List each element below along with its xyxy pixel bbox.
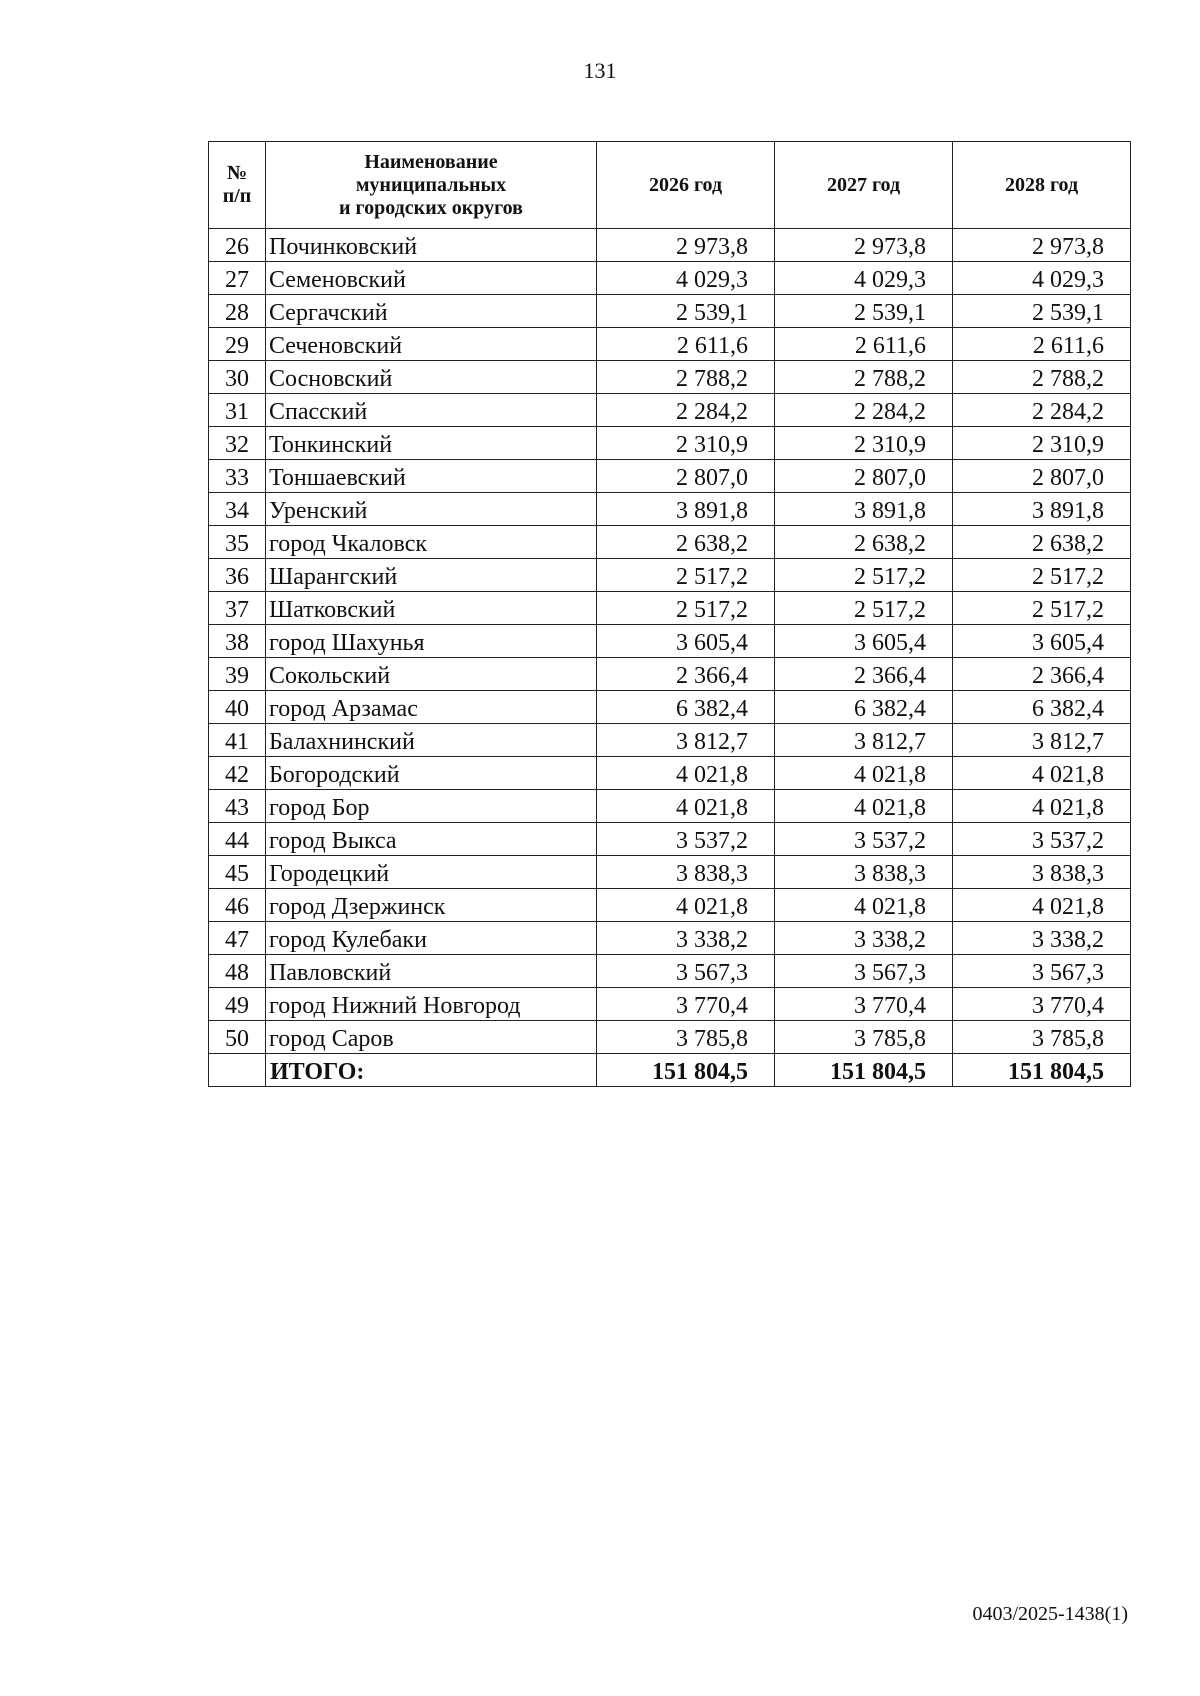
document-code: 0403/2025-1438(1) bbox=[972, 1603, 1128, 1625]
row-name-cell: город Арзамас bbox=[266, 691, 597, 724]
row-name-cell: Сосновский bbox=[266, 361, 597, 394]
row-value-2028-cell: 3 891,8 bbox=[953, 493, 1131, 526]
row-value-2027-cell: 4 021,8 bbox=[775, 757, 953, 790]
row-name-cell: город Шахунья bbox=[266, 625, 597, 658]
row-value-2026-cell: 2 366,4 bbox=[597, 658, 775, 691]
total-label-cell: ИТОГО: bbox=[266, 1054, 597, 1087]
table-header-row bbox=[209, 142, 1131, 229]
row-number-cell: 46 bbox=[209, 889, 266, 922]
table-row bbox=[209, 361, 1131, 394]
row-value-2028-cell: 4 029,3 bbox=[953, 262, 1131, 295]
row-value-2026-cell: 2 310,9 bbox=[597, 427, 775, 460]
row-value-2027-cell: 2 284,2 bbox=[775, 394, 953, 427]
row-name-cell: Тонкинский bbox=[266, 427, 597, 460]
row-value-2028-cell: 2 310,9 bbox=[953, 427, 1131, 460]
row-value-2027-cell: 3 838,3 bbox=[775, 856, 953, 889]
table-row bbox=[209, 856, 1131, 889]
row-value-2026-cell: 4 021,8 bbox=[597, 889, 775, 922]
header-name-line2: муниципальных bbox=[355, 173, 507, 196]
header-name bbox=[266, 142, 597, 229]
row-value-2028-cell: 3 605,4 bbox=[953, 625, 1131, 658]
table-row bbox=[209, 394, 1131, 427]
row-name-cell: город Нижний Новгород bbox=[266, 988, 597, 1021]
table-row bbox=[209, 229, 1131, 262]
row-value-2028-cell: 2 517,2 bbox=[953, 559, 1131, 592]
header-num-line2: п/п bbox=[222, 185, 252, 207]
table-row bbox=[209, 691, 1131, 724]
row-value-2027-cell: 3 785,8 bbox=[775, 1021, 953, 1054]
row-name-cell: город Кулебаки bbox=[266, 922, 597, 955]
row-value-2026-cell: 3 785,8 bbox=[597, 1021, 775, 1054]
row-value-2028-cell: 3 838,3 bbox=[953, 856, 1131, 889]
row-value-2028-cell: 2 366,4 bbox=[953, 658, 1131, 691]
table-row bbox=[209, 823, 1131, 856]
page-number: 131 bbox=[583, 58, 617, 83]
row-number-cell: 37 bbox=[209, 592, 266, 625]
row-name-cell: Шарангский bbox=[266, 559, 597, 592]
row-name-cell: город Дзержинск bbox=[266, 889, 597, 922]
row-value-2027-cell: 6 382,4 bbox=[775, 691, 953, 724]
row-value-2026-cell: 2 638,2 bbox=[597, 526, 775, 559]
row-value-2027-cell: 2 310,9 bbox=[775, 427, 953, 460]
table-row bbox=[209, 955, 1131, 988]
row-value-2026-cell: 3 838,3 bbox=[597, 856, 775, 889]
total-2026-cell: 151 804,5 bbox=[597, 1054, 775, 1087]
row-value-2028-cell: 2 517,2 bbox=[953, 592, 1131, 625]
header-num-line1: № bbox=[226, 162, 248, 184]
row-value-2027-cell: 4 021,8 bbox=[775, 790, 953, 823]
row-value-2027-cell: 3 537,2 bbox=[775, 823, 953, 856]
row-value-2028-cell: 3 537,2 bbox=[953, 823, 1131, 856]
row-value-2028-cell: 2 973,8 bbox=[953, 229, 1131, 262]
row-value-2026-cell: 4 029,3 bbox=[597, 262, 775, 295]
row-value-2028-cell: 4 021,8 bbox=[953, 889, 1131, 922]
table-row bbox=[209, 889, 1131, 922]
row-value-2027-cell: 3 812,7 bbox=[775, 724, 953, 757]
row-value-2027-cell: 2 539,1 bbox=[775, 295, 953, 328]
header-name-line1: Наименование bbox=[364, 150, 498, 173]
row-value-2028-cell: 2 807,0 bbox=[953, 460, 1131, 493]
table-row bbox=[209, 724, 1131, 757]
row-name-cell: Богородский bbox=[266, 757, 597, 790]
table-row bbox=[209, 295, 1131, 328]
table-row bbox=[209, 625, 1131, 658]
row-number-cell: 26 bbox=[209, 229, 266, 262]
table-row bbox=[209, 526, 1131, 559]
row-name-cell: Уренский bbox=[266, 493, 597, 526]
row-value-2028-cell: 6 382,4 bbox=[953, 691, 1131, 724]
row-name-cell: Спасский bbox=[266, 394, 597, 427]
row-value-2027-cell: 2 517,2 bbox=[775, 592, 953, 625]
row-value-2028-cell: 3 567,3 bbox=[953, 955, 1131, 988]
row-value-2026-cell: 3 537,2 bbox=[597, 823, 775, 856]
row-name-cell: город Чкаловск bbox=[266, 526, 597, 559]
row-value-2027-cell: 2 611,6 bbox=[775, 328, 953, 361]
header-num bbox=[209, 142, 266, 229]
row-number-cell: 43 bbox=[209, 790, 266, 823]
row-value-2026-cell: 3 605,4 bbox=[597, 625, 775, 658]
header-year-2027: 2027 год bbox=[775, 142, 953, 229]
row-number-cell: 27 bbox=[209, 262, 266, 295]
row-number-cell: 50 bbox=[209, 1021, 266, 1054]
row-value-2026-cell: 2 517,2 bbox=[597, 592, 775, 625]
row-value-2027-cell: 2 517,2 bbox=[775, 559, 953, 592]
row-name-cell: город Саров bbox=[266, 1021, 597, 1054]
row-name-cell: Балахнинский bbox=[266, 724, 597, 757]
row-value-2027-cell: 3 338,2 bbox=[775, 922, 953, 955]
row-value-2026-cell: 2 517,2 bbox=[597, 559, 775, 592]
table-body bbox=[209, 229, 1131, 1087]
row-value-2028-cell: 4 021,8 bbox=[953, 790, 1131, 823]
row-number-cell: 32 bbox=[209, 427, 266, 460]
table-row bbox=[209, 922, 1131, 955]
row-value-2026-cell: 2 788,2 bbox=[597, 361, 775, 394]
row-value-2028-cell: 2 788,2 bbox=[953, 361, 1131, 394]
table-row bbox=[209, 988, 1131, 1021]
row-value-2026-cell: 3 338,2 bbox=[597, 922, 775, 955]
row-name-cell: Сергачский bbox=[266, 295, 597, 328]
table-row bbox=[209, 1021, 1131, 1054]
row-number-cell: 49 bbox=[209, 988, 266, 1021]
table-row bbox=[209, 559, 1131, 592]
row-number-cell: 41 bbox=[209, 724, 266, 757]
row-value-2026-cell: 2 611,6 bbox=[597, 328, 775, 361]
row-value-2027-cell: 2 638,2 bbox=[775, 526, 953, 559]
row-value-2027-cell: 2 366,4 bbox=[775, 658, 953, 691]
row-name-cell: Тоншаевский bbox=[266, 460, 597, 493]
row-value-2028-cell: 3 812,7 bbox=[953, 724, 1131, 757]
table-row bbox=[209, 493, 1131, 526]
row-value-2028-cell: 3 338,2 bbox=[953, 922, 1131, 955]
row-value-2026-cell: 3 567,3 bbox=[597, 955, 775, 988]
row-value-2026-cell: 3 812,7 bbox=[597, 724, 775, 757]
row-name-cell: Починковский bbox=[266, 229, 597, 262]
row-name-cell: Павловский bbox=[266, 955, 597, 988]
row-number-cell: 28 bbox=[209, 295, 266, 328]
total-2028-cell: 151 804,5 bbox=[953, 1054, 1131, 1087]
table-row bbox=[209, 757, 1131, 790]
row-number-cell: 30 bbox=[209, 361, 266, 394]
row-value-2026-cell: 2 973,8 bbox=[597, 229, 775, 262]
row-value-2027-cell: 2 788,2 bbox=[775, 361, 953, 394]
row-number-cell: 47 bbox=[209, 922, 266, 955]
row-value-2027-cell: 3 770,4 bbox=[775, 988, 953, 1021]
row-number-cell: 35 bbox=[209, 526, 266, 559]
row-value-2028-cell: 3 770,4 bbox=[953, 988, 1131, 1021]
row-number-cell: 40 bbox=[209, 691, 266, 724]
row-value-2026-cell: 4 021,8 bbox=[597, 757, 775, 790]
row-value-2027-cell: 4 021,8 bbox=[775, 889, 953, 922]
row-value-2026-cell: 2 539,1 bbox=[597, 295, 775, 328]
header-name-line3: и городских округов bbox=[339, 196, 523, 219]
row-name-cell: Сеченовский bbox=[266, 328, 597, 361]
row-number-cell: 45 bbox=[209, 856, 266, 889]
row-number-cell: 36 bbox=[209, 559, 266, 592]
total-2027-cell: 151 804,5 bbox=[775, 1054, 953, 1087]
row-value-2026-cell: 2 284,2 bbox=[597, 394, 775, 427]
municipal-funding-table bbox=[208, 141, 1131, 1087]
row-name-cell: Шатковский bbox=[266, 592, 597, 625]
row-value-2028-cell: 3 785,8 bbox=[953, 1021, 1131, 1054]
row-value-2026-cell: 6 382,4 bbox=[597, 691, 775, 724]
row-value-2026-cell: 3 770,4 bbox=[597, 988, 775, 1021]
row-name-cell: город Выкса bbox=[266, 823, 597, 856]
table-row bbox=[209, 262, 1131, 295]
row-value-2028-cell: 2 611,6 bbox=[953, 328, 1131, 361]
row-value-2027-cell: 3 567,3 bbox=[775, 955, 953, 988]
row-number-cell: 31 bbox=[209, 394, 266, 427]
row-name-cell: Городецкий bbox=[266, 856, 597, 889]
row-value-2028-cell: 2 284,2 bbox=[953, 394, 1131, 427]
row-number-cell: 34 bbox=[209, 493, 266, 526]
table-row bbox=[209, 328, 1131, 361]
row-value-2027-cell: 4 029,3 bbox=[775, 262, 953, 295]
total-empty-cell bbox=[209, 1054, 266, 1087]
row-number-cell: 48 bbox=[209, 955, 266, 988]
row-value-2027-cell: 3 605,4 bbox=[775, 625, 953, 658]
row-value-2026-cell: 3 891,8 bbox=[597, 493, 775, 526]
row-value-2027-cell: 2 973,8 bbox=[775, 229, 953, 262]
row-number-cell: 39 bbox=[209, 658, 266, 691]
row-value-2028-cell: 2 638,2 bbox=[953, 526, 1131, 559]
row-value-2027-cell: 2 807,0 bbox=[775, 460, 953, 493]
row-value-2026-cell: 4 021,8 bbox=[597, 790, 775, 823]
row-number-cell: 44 bbox=[209, 823, 266, 856]
row-number-cell: 33 bbox=[209, 460, 266, 493]
row-name-cell: Семеновский bbox=[266, 262, 597, 295]
row-number-cell: 29 bbox=[209, 328, 266, 361]
table-row bbox=[209, 427, 1131, 460]
total-row bbox=[209, 1054, 1131, 1087]
table-row bbox=[209, 592, 1131, 625]
row-name-cell: Сокольский bbox=[266, 658, 597, 691]
table-row bbox=[209, 460, 1131, 493]
header-year-2028: 2028 год bbox=[953, 142, 1131, 229]
header-year-2026: 2026 год bbox=[597, 142, 775, 229]
row-number-cell: 38 bbox=[209, 625, 266, 658]
row-value-2028-cell: 2 539,1 bbox=[953, 295, 1131, 328]
table-row bbox=[209, 790, 1131, 823]
row-value-2028-cell: 4 021,8 bbox=[953, 757, 1131, 790]
table-row bbox=[209, 658, 1131, 691]
row-name-cell: город Бор bbox=[266, 790, 597, 823]
row-number-cell: 42 bbox=[209, 757, 266, 790]
row-value-2026-cell: 2 807,0 bbox=[597, 460, 775, 493]
row-value-2027-cell: 3 891,8 bbox=[775, 493, 953, 526]
